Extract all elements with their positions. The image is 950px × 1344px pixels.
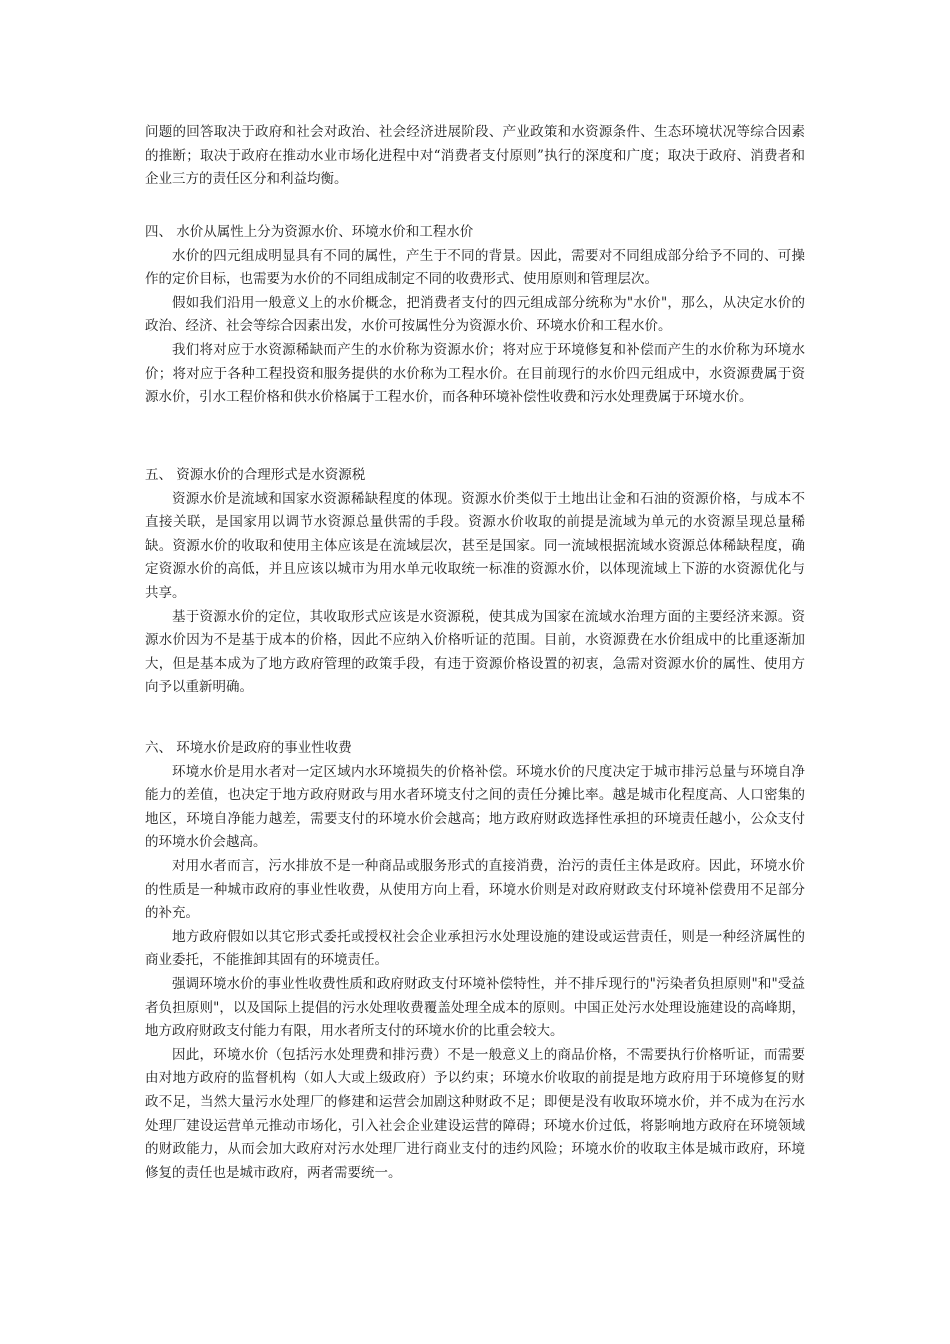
paragraph: 对用水者而言，污水排放不是一种商品或服务形式的直接消费，治污的责任主体是政府。因此，环境水价的性质是一种城市政府的事业性收费，从使用方向上看，环境水价则是对政府财政支付环境补偿费用不足部分的补充。 [145,857,805,922]
paragraph: 地方政府假如以其它形式委托或授权社会企业承担污水处理设施的建设或运营责任，则是一种经济属性的商业委托，不能推卸其固有的环境责任。 [145,928,805,969]
paragraph: 资源水价是流域和国家水资源稀缺程度的体现。资源水价类似于土地出让金和石油的资源价格，与成本不直接关联，是国家用以调节水资源总量供需的手段。资源水价收取的前提是流域为单元的水资源呈现总量稀缺。资源水价的收取和使用主体应该是在流域层次，甚至是国家。同一流域根据流域水资源总体稀缺程度，确定资源水价的高低，并且应该以城市为用水单元收取统一标准的资源水价，以体现流域上下游的水资源优化与共享。 [145,490,805,601]
paragraph: 假如我们沿用一般意义上的水价概念，把消费者支付的四元组成部分统称为"水价"，那么，从决定水价的政治、经济、社会等综合因素出发，水价可按属性分为资源水价、环境水价和工程水价。 [145,294,805,335]
section-heading: 五、 资源水价的合理形式是水资源税 [145,467,366,483]
section-6 [145,737,805,1185]
paragraph: 基于资源水价的定位，其收取形式应该是水资源税，使其成为国家在流域水治理方面的主要经济来源。资源水价因为不是基于成本的价格，因此不应纳入价格听证的范围。目前，水资源费在水价组成中的比重逐渐加大，但是基本成为了地方政府管理的政策手段，有违于资源价格设置的初衷，急需对资源水价的属性、使用方向予以重新明确。 [145,608,805,696]
intro-paragraph: 问题的回答取决于政府和社会对政治、社会经济进展阶段、产业政策和水资源条件、生态环境状况等综合因素的推断；取决于政府在推动水业市场化进程中对“消费者支付原则”执行的深度和广度；取决于政府、消费者和企业三方的责任区分和利益均衡。 [145,124,805,188]
section-4 [145,221,805,410]
paragraph: 水价的四元组成明显具有不同的属性，产生于不同的背景。因此，需要对不同组成部分给予不同的、可操作的定价目标，也需要为水价的不同组成制定不同的收费形式、使用原则和管理层次。 [145,247,805,288]
paragraph: 环境水价是用水者对一定区域内水环境损失的价格补偿。环境水价的尺度决定于城市排污总量与环境自净能力的差值，也决定于地方政府财政与用水者环境支付之间的责任分摊比率。越是城市化程度高、人口密集的地区，环境自净能力越差，需要支付的环境水价会越高；地方政府财政选择性承担的环境责任越小，公众支付的环境水价会越高。 [145,763,805,851]
paragraph: 我们将对应于水资源稀缺而产生的水价称为资源水价；将对应于环境修复和补偿而产生的水价称为环境水价；将对应于各种工程投资和服务提供的水价称为工程水价。在目前现行的水价四元组成中，水资源费属于资源水价，引水工程价格和供水价格属于工程水价，而各种环境补偿性收费和污水处理费属于环境水价。 [145,341,805,406]
section-5 [145,464,805,700]
paragraph: 强调环境水价的事业性收费性质和政府财政支付环境补偿特性，并不排斥现行的"污染者负担原则"和"受益者负担原则"，以及国际上提倡的污水处理收费覆盖处理全成本的原则。中国正处污水处理设施建设的高峰期，地方政府财政支付能力有限，用水者所支付的环境水价的比重会较大。 [145,975,805,1040]
section-heading: 四、 水价从属性上分为资源水价、环境水价和工程水价 [145,224,474,240]
section-heading: 六、 环境水价是政府的事业性收费 [145,740,352,756]
paragraph: 因此，环境水价（包括污水处理费和排污费）不是一般意义上的商品价格，不需要执行价格听证，而需要由对地方政府的监督机构（如人大或上级政府）予以约束；环境水价收取的前提是地方政府用于环境修复的财政不足，当然大量污水处理厂的修建和运营会加剧这种财政不足；即便是没有收取环境水价，并不成为在污水处理厂建设运营单元推动市场化，引入社会企业建设运营的障碍；环境水价过低，将影响地方政府在环境领域的财政能力，从而会加大政府对污水处理厂进行商业支付的违约风险；环境水价的收取主体是城市政府，环境修复的责任也是城市政府，两者需要统一。 [145,1046,805,1181]
intro-block [145,121,805,192]
